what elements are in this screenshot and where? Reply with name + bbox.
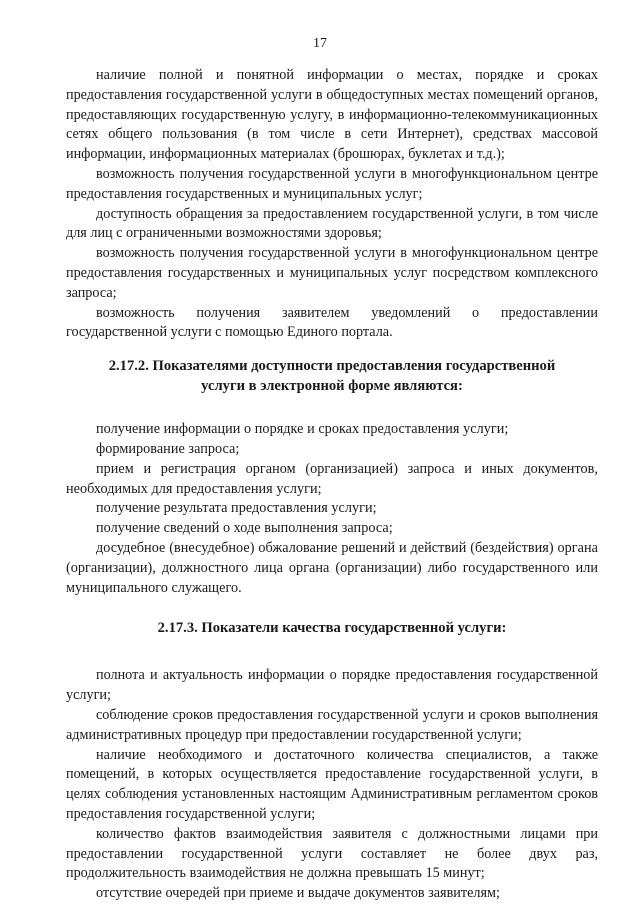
page-number: 17 <box>313 36 327 51</box>
paragraph: возможность получения государственной услуги в многофункциональном центре предоставления государственных и муниципальных услуг; <box>66 165 598 202</box>
list-item: отсутствие очередей при приеме и выдаче документов заявителям; <box>96 885 500 902</box>
list-item: количество фактов взаимодействия заявителя с должностными лицами при предоставлении государственной услуги составляет не более двух раз, продолжительность взаимодействия не должна превышать 15 минут; <box>66 825 598 882</box>
list-item: наличие необходимого и достаточного количества специалистов, а также помещений, в которых осуществляется предоставление государственной услуги, в целях соблюдения установленных настоящим Административным регламентом сроков предоставления государственной услуги; <box>66 746 598 822</box>
paragraph: возможность получения государственной услуги в многофункциональном центре предоставления государственных и муниципальных услуг посредством комплексного запроса; <box>66 245 598 301</box>
quality-indicators-list <box>66 666 598 904</box>
list-item: прием и регистрация органом (организацией) запроса и иных документов, необходимых для предоставления услуги; <box>66 460 598 497</box>
paragraph: наличие полной и понятной информации о местах, порядке и сроках предоставления государственной услуги в общедоступных местах помещений органов, предоставляющих государственную услугу, в информационно-телекоммуникационных сетях общего пользования (в том числе в сети Интернет), средствах массовой информации, информационных материалах (брошюрах, буклетах и т.д.); <box>66 67 598 163</box>
list-item: получение сведений о ходе выполнения запроса; <box>96 520 393 537</box>
list-item: соблюдение сроков предоставления государственной услуги и сроков выполнения административных процедур при предоставлении государственной услуги; <box>66 706 598 743</box>
list-item: досудебное (внесудебное) обжалование решений и действий (бездействия) органа (организации), должностного лица органа (организации) либо государственного или муниципального служащего. <box>66 539 598 596</box>
list-item: получение результата предоставления услуги; <box>96 500 377 517</box>
list-item: формирование запроса; <box>96 440 240 457</box>
paragraph: возможность получения заявителем уведомлений о предоставлении государственной услуги с помощью Единого портала. <box>66 304 598 341</box>
electronic-form-list <box>66 420 598 598</box>
heading-line: 2.17.2. Показателями доступности предоставления государственной <box>108 358 556 375</box>
paragraph: доступность обращения за предоставлением государственной услуги, в том числе для лиц с ограниченными возможностями здоровья; <box>66 205 598 242</box>
list-item: получение информации о порядке и сроках предоставления услуги; <box>96 421 509 438</box>
document-body <box>66 66 598 904</box>
section-heading-2-17-2 <box>66 356 598 396</box>
list-item: полнота и актуальность информации о порядке предоставления государственной услуги; <box>66 667 598 704</box>
heading-line: услуги в электронной форме являются: <box>201 378 463 395</box>
section-heading-2-17-3: 2.17.3. Показатели качества государственной услуги: <box>157 620 507 637</box>
